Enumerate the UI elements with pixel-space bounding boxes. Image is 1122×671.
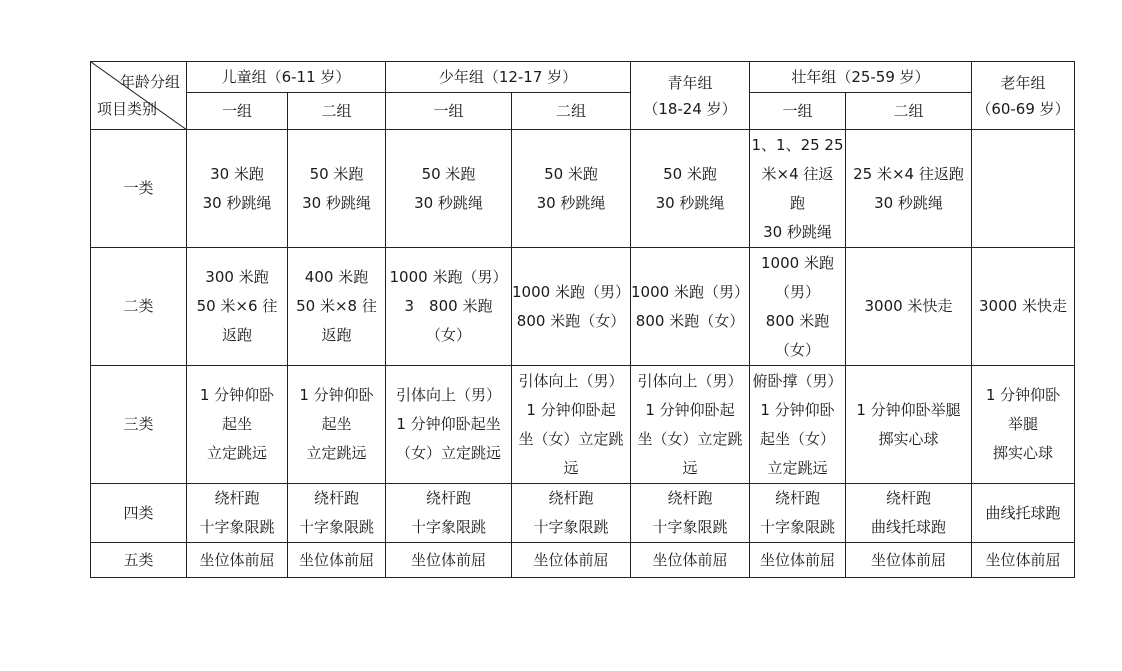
- cell-text-line: 返跑: [221, 326, 252, 344]
- cell-text-line: 绕杆跑: [425, 489, 471, 507]
- cell-text-line: 绕杆跑: [214, 489, 260, 507]
- cell-text-line: 掷实心球: [992, 444, 1053, 462]
- cell-text-line: 坐位体前屈: [199, 550, 275, 569]
- cell-text-line: 1000 米跑: [761, 253, 834, 272]
- cell-text-line: 50 米跑: [663, 164, 717, 183]
- table-cell: [972, 366, 1075, 484]
- cell-text-line: 坐位体前屈: [298, 550, 374, 569]
- subheader-teen-group2: 二组: [512, 93, 631, 130]
- corner-age-group-label: 年龄分组: [119, 73, 180, 91]
- header-adult: 壮年组（25-59 岁）: [750, 62, 972, 93]
- cell-text-line: 米×4 往返: [761, 164, 834, 183]
- table-cell: [750, 130, 846, 248]
- subheader-adult-group1: 一组: [750, 93, 846, 130]
- table-cell: [386, 484, 512, 543]
- cell-text-line: 3000 米快走: [979, 297, 1067, 315]
- header-elder: [972, 62, 1075, 130]
- cell-text-line: 立定跳远: [767, 458, 828, 477]
- table-cell: [631, 484, 750, 543]
- cell-text-line: （女）: [425, 326, 471, 344]
- table-cell: [512, 366, 631, 484]
- header-youth-name: 青年组: [667, 73, 713, 92]
- row-category-label: 四类: [91, 484, 187, 543]
- cell-text-line: 30 秒跳绳: [302, 193, 371, 212]
- cell-text-line: 300 米跑: [205, 268, 269, 286]
- cell-text-line: 十字象限跳: [410, 518, 486, 536]
- table-cell: [846, 543, 972, 578]
- cell-text-line: 曲线托球跑: [985, 503, 1061, 522]
- cell-text-line: 30 秒跳绳: [763, 222, 832, 241]
- header-elder-name: 老年组: [1000, 73, 1046, 92]
- header-youth-age: （18-24 岁）: [643, 99, 737, 118]
- cell-text-line: 坐位体前屈: [985, 550, 1061, 569]
- cell-text-line: 30 秒跳绳: [202, 193, 272, 212]
- table-cell: [288, 543, 386, 578]
- row-category-label: 三类: [91, 366, 187, 484]
- cell-text-line: 坐位体前屈: [870, 550, 946, 569]
- subheader-children-group2: 二组: [288, 93, 386, 130]
- cell-text-line: 坐位体前屈: [759, 550, 835, 569]
- table-cell: [386, 543, 512, 578]
- cell-text-line: 30 秒跳绳: [414, 193, 483, 212]
- header-corner-cell: [91, 62, 187, 130]
- cell-text-line: 3 800 米跑: [404, 297, 493, 315]
- cell-text-line: 曲线托球跑: [870, 518, 946, 536]
- cell-text-line: 1000 米跑（男）: [389, 268, 508, 286]
- table-cell: [750, 248, 846, 366]
- subheader-teen-group1: 一组: [386, 93, 512, 130]
- table-cell: [187, 484, 288, 543]
- cell-text-line: 返跑: [321, 326, 352, 344]
- table-cell: [631, 130, 750, 248]
- cell-text-line: 绕杆跑: [885, 489, 931, 507]
- cell-text-line: 远: [682, 458, 698, 477]
- cell-text-line: （女）: [774, 340, 820, 359]
- cell-text-line: 30 秒跳绳: [655, 193, 725, 212]
- cell-text-line: 50 米×8 往: [296, 297, 377, 315]
- cell-text-line: 十字象限跳: [652, 518, 728, 536]
- table-row: [91, 248, 1075, 366]
- cell-text-line: 1000 米跑（男）: [512, 282, 630, 301]
- cell-text-line: 25 米×4 往返跑: [853, 164, 964, 183]
- row-category-label: 二类: [91, 248, 187, 366]
- table-cell: [288, 130, 386, 248]
- cell-text-line: 30 米跑: [210, 164, 264, 183]
- cell-text-line: 立定跳远: [306, 444, 367, 462]
- cell-text-line: 俯卧撑（男）: [752, 371, 843, 390]
- row-category-label: 一类: [91, 130, 187, 248]
- cell-text-line: 800 米跑（女）: [635, 311, 745, 330]
- header-children: 儿童组（6-11 岁）: [187, 62, 386, 93]
- cell-text-line: 跑: [789, 193, 805, 212]
- table-cell: [187, 366, 288, 484]
- subheader-adult-group2: 二组: [846, 93, 972, 130]
- cell-text-line: 引体向上（男）: [637, 371, 743, 390]
- cell-text-line: 绕杆跑: [667, 489, 713, 507]
- table-cell: [512, 130, 631, 248]
- cell-text-line: 1 分钟仰卧: [199, 386, 275, 404]
- cell-text-line: 坐位体前屈: [410, 550, 486, 569]
- cell-text-line: 1 分钟仰卧: [299, 386, 374, 404]
- table-cell: [750, 484, 846, 543]
- cell-text-line: 1 分钟仰卧: [985, 386, 1061, 404]
- cell-text-line: 十字象限跳: [533, 518, 609, 536]
- cell-text-line: 引体向上（男）: [395, 386, 501, 404]
- cell-text-line: 50 米跑: [544, 164, 598, 183]
- table-cell: [288, 366, 386, 484]
- fitness-test-table: [90, 61, 1075, 578]
- table-cell: [187, 543, 288, 578]
- header-youth: [631, 62, 750, 130]
- header-teen: 少年组（12-17 岁）: [386, 62, 631, 93]
- cell-text-line: 十字象限跳: [298, 518, 374, 536]
- table-cell: [972, 248, 1075, 366]
- cell-text-line: 远: [563, 458, 579, 477]
- table-cell: [512, 543, 631, 578]
- table-cell: [972, 130, 1075, 248]
- table-cell: [187, 248, 288, 366]
- table-cell: [288, 248, 386, 366]
- table-cell: [972, 484, 1075, 543]
- cell-text-line: 1、1、25 25: [751, 135, 844, 154]
- cell-text-line: 1 分钟仰卧起坐: [396, 415, 501, 433]
- cell-text-line: 十字象限跳: [759, 518, 835, 536]
- table-cell: [846, 484, 972, 543]
- cell-text-line: 1 分钟仰卧起: [526, 400, 616, 419]
- table-cell: [187, 130, 288, 248]
- cell-text-line: 举腿: [1007, 415, 1038, 433]
- table-cell: [631, 366, 750, 484]
- cell-text-line: 400 米跑: [304, 268, 369, 286]
- table-cell: [512, 484, 631, 543]
- table-cell: [750, 366, 846, 484]
- cell-text-line: 800 米跑（女）: [516, 311, 626, 330]
- table-row: [91, 484, 1075, 543]
- table-cell: [512, 248, 631, 366]
- cell-text-line: 1000 米跑（男）: [631, 282, 749, 301]
- cell-text-line: 起坐（女）: [759, 429, 835, 448]
- row-category-label: 五类: [91, 543, 187, 578]
- cell-text-line: （男）: [774, 282, 820, 301]
- table-cell: [288, 484, 386, 543]
- cell-text-line: 绕杆跑: [313, 489, 359, 507]
- table-row: [91, 130, 1075, 248]
- cell-text-line: 坐位体前屈: [533, 550, 609, 569]
- subheader-children-group1: 一组: [187, 93, 288, 130]
- cell-text-line: 50 米跑: [421, 164, 476, 183]
- table-cell: [386, 366, 512, 484]
- cell-text-line: 坐位体前屈: [652, 550, 728, 569]
- cell-text-line: 绕杆跑: [774, 489, 820, 507]
- cell-text-line: 起坐: [321, 415, 352, 433]
- table-row: [91, 543, 1075, 578]
- cell-text-line: 十字象限跳: [199, 518, 275, 536]
- cell-text-line: 1 分钟仰卧举腿: [856, 400, 961, 419]
- cell-text-line: 3000 米快走: [864, 297, 953, 315]
- table-cell: [631, 248, 750, 366]
- cell-text-line: 50 米×6 往: [196, 297, 278, 315]
- table-cell: [386, 130, 512, 248]
- table-cell: [386, 248, 512, 366]
- cell-text-line: 坐（女）立定跳: [518, 429, 624, 448]
- cell-text-line: 1 分钟仰卧: [760, 400, 835, 419]
- cell-text-line: 掷实心球: [878, 429, 939, 448]
- header-elder-age: （60-69 岁）: [976, 99, 1070, 118]
- table-cell: [631, 543, 750, 578]
- cell-text-line: 30 秒跳绳: [536, 193, 606, 212]
- table-row: [91, 366, 1075, 484]
- cell-text-line: 50 米跑: [309, 164, 364, 183]
- table-cell: [846, 130, 972, 248]
- table-cell: [846, 366, 972, 484]
- table-cell: [972, 543, 1075, 578]
- table-cell: [750, 543, 846, 578]
- table-cell: [846, 248, 972, 366]
- cell-text-line: 1 分钟仰卧起: [645, 400, 735, 419]
- cell-text-line: 绕杆跑: [548, 489, 594, 507]
- cell-text-line: 800 米跑: [765, 311, 830, 330]
- cell-text-line: 坐（女）立定跳: [637, 429, 743, 448]
- cell-text-line: 立定跳远: [206, 444, 267, 462]
- cell-text-line: 引体向上（男）: [518, 371, 624, 390]
- cell-text-line: 30 秒跳绳: [874, 193, 943, 212]
- cell-text-line: 起坐: [221, 415, 252, 433]
- corner-category-label: 项目类别: [97, 100, 158, 118]
- cell-text-line: （女）立定跳远: [395, 444, 501, 462]
